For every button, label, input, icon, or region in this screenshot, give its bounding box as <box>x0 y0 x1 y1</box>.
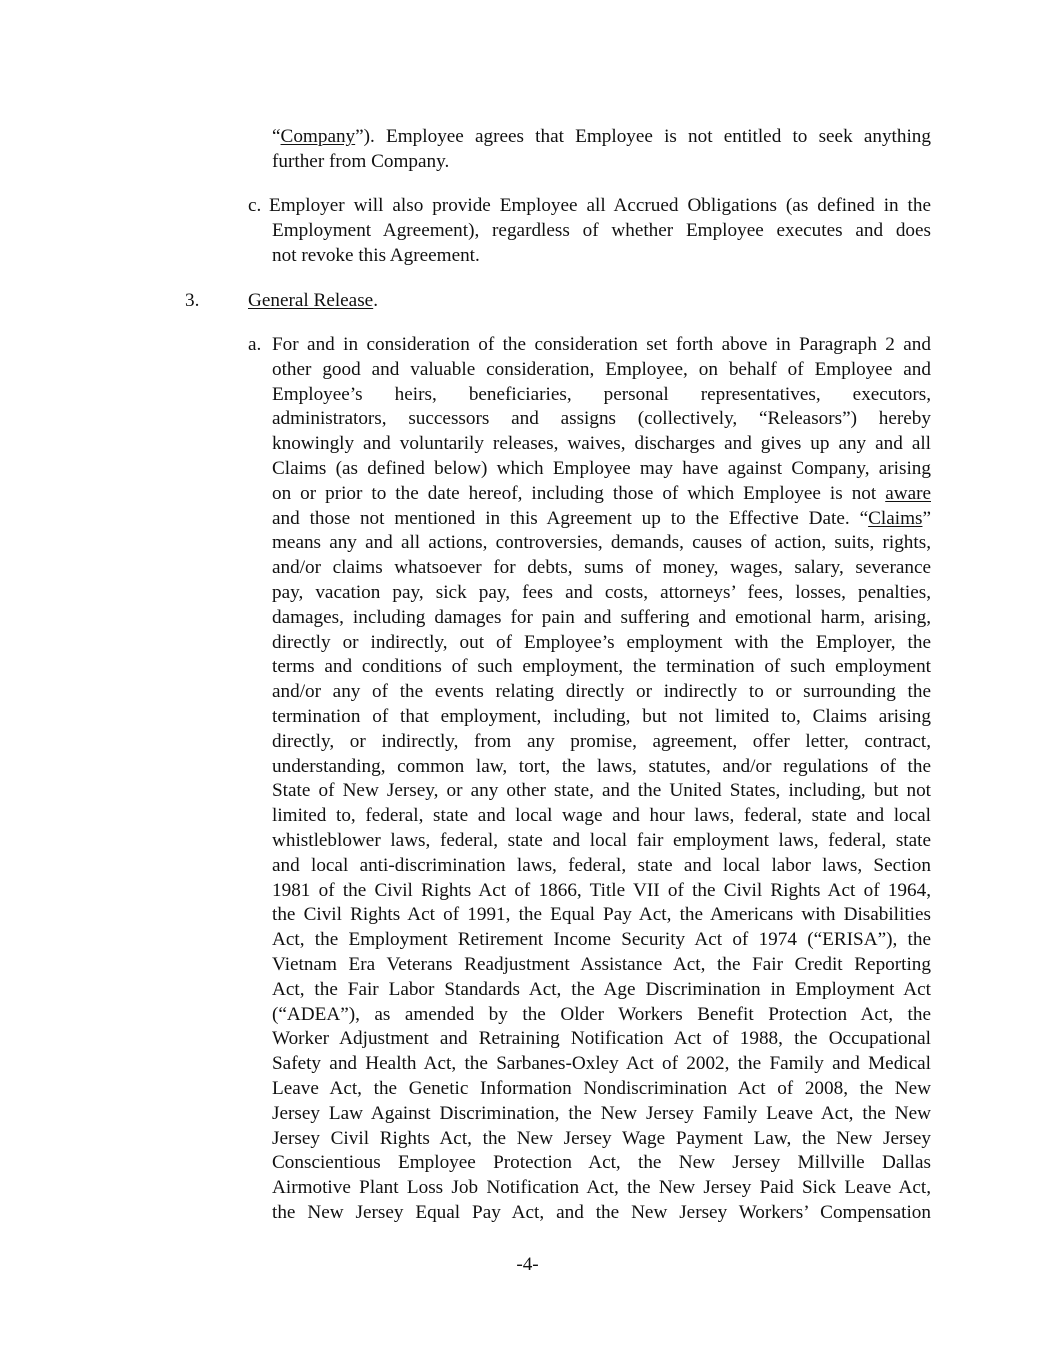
paragraph-a-line: Jersey Law Against Discrimination, the New Jersey Family Leave Act, the New <box>272 1102 931 1124</box>
paragraph-b-line-1 <box>272 125 931 150</box>
company-defined-term: Company <box>280 126 356 147</box>
paragraph-a <box>248 333 931 1226</box>
paragraph-a-line: and local anti-discrimination laws, federal, state and local labor laws, Section <box>272 854 931 876</box>
underlined-term: aware <box>885 482 931 504</box>
paragraph-c-line: Employment Agreement), regardless of whether Employee executes and does <box>272 219 931 241</box>
paragraph-c <box>248 194 931 268</box>
paragraph-a-line: and/or any of the events relating directly or indirectly to or surrounding the <box>272 681 931 703</box>
paragraph-a-line: Safety and Health Act, the Sarbanes-Oxley Act of 2002, the Family and Medical <box>272 1053 931 1075</box>
paragraph-a-marker: a. <box>248 334 262 355</box>
paragraph-a-line: means any and all actions, controversies, demands, causes of action, suits, rights, <box>272 532 931 554</box>
paragraph-a-line: 1981 of the Civil Rights Act of 1866, Title VII of the Civil Rights Act of 1964, <box>272 879 931 901</box>
paragraph-a-line: For and in consideration of the consideration set forth above in Paragraph 2 and <box>272 334 931 355</box>
paragraph-a-line: limited to, federal, state and local wage and hour laws, federal, state and local <box>272 805 931 827</box>
paragraph-b-line-2: further from Company. <box>272 151 450 172</box>
paragraph-c-line: Employer will also provide Employee all Accrued Obligations (as defined in the <box>269 195 931 216</box>
paragraph-a-line: termination of that employment, including, but not limited to, Claims arising <box>272 705 931 727</box>
paragraph-a-line: (“ADEA”), as amended by the Older Workers Benefit Protection Act, the <box>272 1003 931 1025</box>
section-3-number: 3. <box>185 290 200 311</box>
paragraph-a-line: administrators, successors and assigns (collectively, “Releasors”) hereby <box>272 408 931 430</box>
paragraph-a-line: understanding, common law, tort, the laws, statutes, and/or regulations of the <box>272 755 931 777</box>
page-number: -4- <box>516 1254 539 1275</box>
paragraph-a-line: other good and valuable consideration, Employee, on behalf of Employee and <box>272 358 931 380</box>
paragraph-a-line: Worker Adjustment and Retraining Notification Act of 1988, the Occupational <box>272 1028 931 1050</box>
paragraph-a-line: damages, including damages for pain and suffering and emotional harm, arising, <box>272 606 931 628</box>
paragraph-a-line: whistleblower laws, federal, state and local fair employment laws, federal, state <box>272 829 931 851</box>
paragraph-a-line: Conscientious Employee Protection Act, the New Jersey Millville Dallas <box>272 1152 931 1174</box>
paragraph-a-line: Airmotive Plant Loss Job Notification Act, the New Jersey Paid Sick Leave Act, <box>272 1177 931 1199</box>
paragraph-a-line: State of New Jersey, or any other state, and the United States, including, but not <box>272 780 931 802</box>
general-release-heading: General Release <box>248 290 374 311</box>
paragraph-a-line: and/or claims whatsoever for debts, sums of money, wages, salary, severance <box>272 557 931 579</box>
heading-period: . <box>373 290 378 311</box>
paragraph-a-line: Vietnam Era Veterans Readjustment Assistance Act, the Fair Credit Reporting <box>272 953 931 975</box>
paragraph-a-line: directly, or indirectly, from any promise, agreement, offer letter, contract, <box>272 730 931 752</box>
paragraph-a-line: directly or indirectly, out of Employee’s employment with the Employer, the <box>272 631 931 653</box>
paragraph-a-line: Employee’s heirs, beneficiaries, personal representatives, executors, <box>272 383 931 405</box>
paragraph-a-line: knowingly and voluntarily releases, waives, discharges and gives up any and all <box>272 433 931 455</box>
paragraph-a-line: pay, vacation pay, sick pay, fees and costs, attorneys’ fees, losses, penalties, <box>272 581 931 603</box>
paragraph-b-line-1-rest: ”). Employee agrees that Employee is not entitled to seek anything <box>355 126 931 147</box>
paragraph-a-line: the Civil Rights Act of 1991, the Equal Pay Act, the Americans with Disabilities <box>272 904 931 926</box>
paragraph-c-marker: c. <box>248 195 262 216</box>
paragraph-a-line: Jersey Civil Rights Act, the New Jersey Wage Payment Law, the New Jersey <box>272 1127 931 1149</box>
paragraph-c-line: not revoke this Agreement. <box>272 244 480 266</box>
underlined-term: Claims <box>868 507 923 529</box>
paragraph-a-line: Leave Act, the Genetic Information Nondiscrimination Act of 2008, the New <box>272 1077 931 1099</box>
paragraph-a-line: Claims (as defined below) which Employee may have against Company, arising <box>272 457 931 479</box>
open-quote: “ <box>272 126 281 147</box>
paragraph-a-line: on or prior to the date hereof, including those of which Employee is not aware <box>272 482 931 504</box>
paragraph-a-line: Act, the Fair Labor Standards Act, the Age Discrimination in Employment Act <box>272 978 931 1000</box>
paragraph-a-line: and those not mentioned in this Agreement up to the Effective Date. “Claims” <box>272 507 931 529</box>
paragraph-a-line: the New Jersey Equal Pay Act, and the New Jersey Workers’ Compensation <box>272 1201 931 1223</box>
paragraph-a-line: Act, the Employment Retirement Income Security Act of 1974 (“ERISA”), the <box>272 929 931 951</box>
section-3-heading <box>248 289 378 314</box>
paragraph-a-line: terms and conditions of such employment, the termination of such employment <box>272 656 931 678</box>
